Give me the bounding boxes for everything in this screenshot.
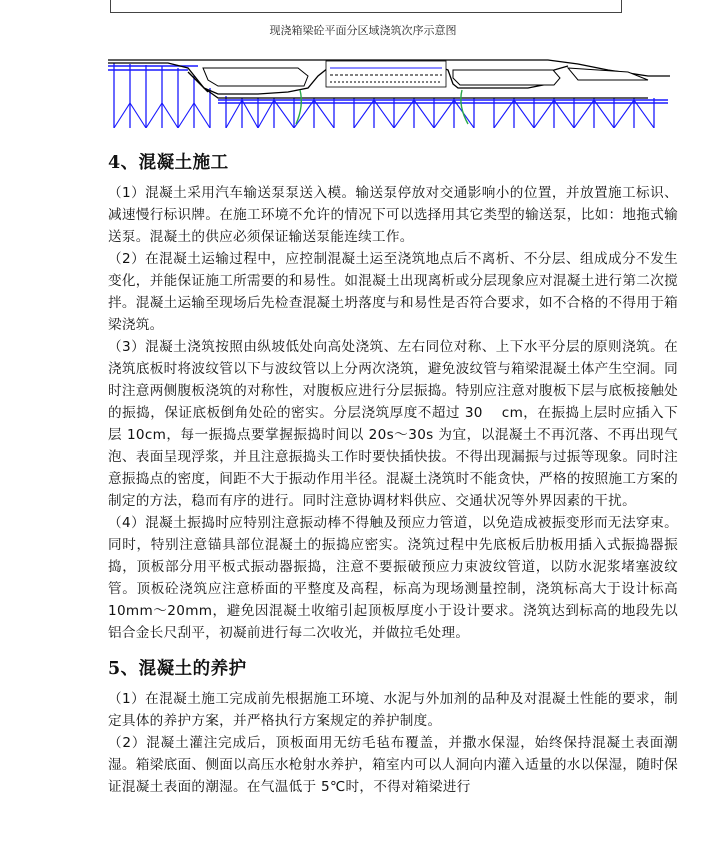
previous-figure-frame	[110, 0, 622, 13]
diagram-title: 现浇箱梁砼平面分区域浇筑次序示意图	[269, 24, 457, 37]
pour-boundary-curves	[296, 90, 468, 124]
paragraph-curing-2: （2）混凝土灌注完成后，顶板面用无纺毛毡布覆盖，并撒水保湿，始终保持混凝土表面潮湿。箱梁底面、侧面以高压水枪射水养护，箱室内可以人洞向内灌入适量的水以保湿，随时保证混凝土表面的潮湿。在气温低于 5℃时，不得对箱梁进行	[108, 735, 678, 795]
paragraph-concrete-1: （1）混凝土采用汽车输送泵泵送入模。输送泵停放对交通影响小的位置，并放置施工标识、减速慢行标识牌。在施工环境不允许的情况下可以选择用其它类型的输送泵，比如：地拖式输送泵。混凝土的供应必须保证输送泵能连续工作。	[108, 185, 678, 245]
section-heading-concrete-construction: 4、混凝土施工	[108, 153, 229, 173]
document-body	[108, 148, 678, 798]
paragraph-curing-1: （1）在混凝土施工完成前先根据施工环境、水泥与外加剂的品种及对混凝土性能的要求，制定具体的养护方案，并严格执行方案规定的养护制度。	[108, 691, 678, 729]
box-girder-pour-sequence-diagram	[108, 58, 670, 128]
paragraph-concrete-3: （3）混凝土浇筑按照由纵坡低处向高处浇筑、左右同位对称、上下水平分层的原则浇筑。在浇筑底板时将波纹管以下与波纹管以上分两次浇筑，避免波纹管与箱梁混凝土体产生空洞。同时注意两侧腹板浇筑的对称性，对腹板应进行分层振捣。特别应注意对腹板下层与底板接触处的振捣，保证底板倒角处砼的密实。分层浇筑厚度不超过 30 cm，在振捣上层时应插入下层 10cm，每一振捣点要掌握振捣时间以 20s～30s 为宜，以混凝土不再沉落、不再出现气泡、表面呈现浮浆，并且注意振捣头工作时要快插快拔。不得出现漏振与过振等现象。同时注意振捣点的密度，间距不大于振动作用半径。混凝土浇筑时不能贪快，严格的按照施工方案的制定的方法，稳而有序的进行。同时注意协调材料供应、交通状况等外界因素的干扰。	[108, 339, 678, 509]
paragraph-concrete-2: （2）在混凝土运输过程中，应控制混凝土运至浇筑地点后不离析、不分层、组成成分不发生变化，并能保证施工所需要的和易性。如混凝土出现离析或分层现象应对混凝土进行第二次搅拌。混凝土运输至现场后先检查混凝土坍落度与和易性是否符合要求，如不合格的不得用于箱梁浇筑。	[108, 251, 678, 333]
section-heading-concrete-curing: 5、混凝土的养护	[108, 659, 247, 679]
legend-box	[326, 61, 446, 87]
paragraph-concrete-4: （4）混凝土振捣时应特别注意振动棒不得触及预应力管道，以免造成被振变形而无法穿束。同时，特别注意锚具部位混凝土的振捣应密实。浇筑过程中先底板后肋板用插入式振捣器振捣，顶板部分用平板式振动器振捣，注意不要振破预应力束波纹管道，以防水泥浆堵塞波纹管。顶板砼浇筑应注意桥面的平整度及高程，标高为现场测量控制，浇筑标高大于设计标高 10mm～20mm，避免因混凝土收缩引起顶板厚度小于设计要求。浇筑达到标高的地段先以铝合金长尺刮平，初凝前进行每二次收光，并做拉毛处理。	[108, 515, 678, 641]
diagonal-bracing	[114, 100, 654, 128]
